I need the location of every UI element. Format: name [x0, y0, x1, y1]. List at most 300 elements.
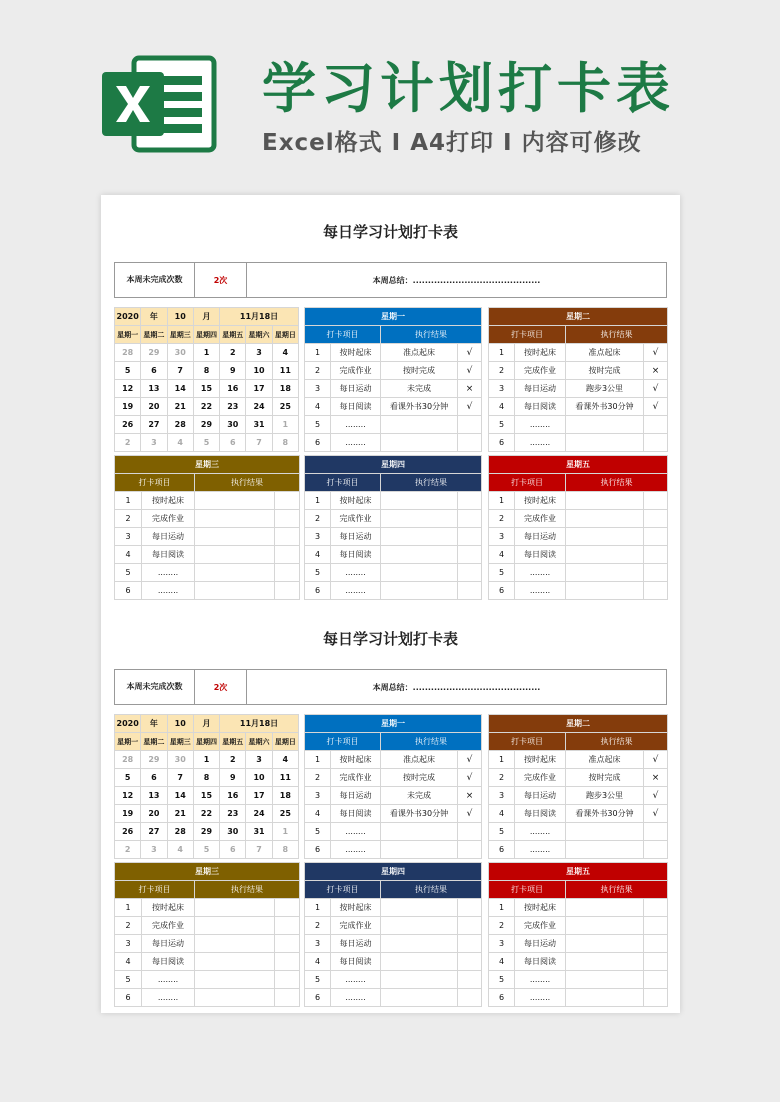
checkin-result[interactable]: [195, 582, 275, 600]
calendar-day-outside[interactable]: 5: [193, 434, 219, 452]
completion-mark[interactable]: √: [458, 398, 482, 416]
calendar-day[interactable]: 22: [193, 805, 219, 823]
checkin-result[interactable]: [566, 971, 644, 989]
completion-mark[interactable]: [275, 899, 300, 917]
completion-mark[interactable]: [458, 917, 482, 935]
completion-mark[interactable]: √: [644, 751, 668, 769]
calendar-day-outside[interactable]: 2: [115, 841, 141, 859]
calendar-day[interactable]: 14: [167, 787, 193, 805]
calendar-day[interactable]: 7: [167, 769, 193, 787]
calendar-day-outside[interactable]: 3: [141, 841, 167, 859]
calendar-day[interactable]: 31: [246, 416, 272, 434]
row-number: 1: [115, 899, 142, 917]
row-number: 6: [489, 841, 515, 859]
weekday-header: 星期二: [141, 326, 167, 344]
calendar-day[interactable]: 20: [141, 805, 167, 823]
calendar-year-label: 年: [141, 715, 167, 733]
calendar-day[interactable]: 7: [167, 362, 193, 380]
completion-mark[interactable]: [275, 492, 300, 510]
completion-mark[interactable]: [275, 971, 300, 989]
checkin-item[interactable]: 每日阅读: [142, 546, 195, 564]
calendar-day[interactable]: 29: [193, 823, 219, 841]
completion-mark[interactable]: [275, 953, 300, 971]
calendar-day-outside[interactable]: 28: [115, 344, 141, 362]
calendar-day[interactable]: 21: [167, 398, 193, 416]
checkin-result[interactable]: [566, 841, 644, 859]
checkin-item[interactable]: 每日运动: [142, 528, 195, 546]
checkin-item[interactable]: 每日阅读: [515, 805, 566, 823]
checkin-item[interactable]: 完成作业: [331, 917, 381, 935]
calendar-day[interactable]: 8: [193, 362, 219, 380]
row-number: 4: [489, 953, 515, 971]
row-number: 3: [489, 380, 515, 398]
checkin-result[interactable]: [381, 971, 458, 989]
calendar-day[interactable]: 12: [115, 787, 141, 805]
completion-mark[interactable]: [458, 953, 482, 971]
checkin-result[interactable]: [195, 510, 275, 528]
calendar-day[interactable]: 9: [220, 769, 246, 787]
checkin-item[interactable]: 每日阅读: [515, 546, 566, 564]
checkin-result[interactable]: [381, 953, 458, 971]
checkin-item[interactable]: ........: [515, 434, 566, 452]
checkin-result[interactable]: [195, 492, 275, 510]
calendar-day-outside[interactable]: 1: [272, 823, 298, 841]
calendar-day[interactable]: 22: [193, 398, 219, 416]
calendar-month[interactable]: 10: [167, 308, 193, 326]
completion-mark[interactable]: √: [644, 380, 668, 398]
row-number: 2: [489, 510, 515, 528]
checkin-result[interactable]: [381, 528, 458, 546]
checkin-item[interactable]: 完成作业: [515, 362, 566, 380]
checkin-row: [305, 510, 482, 528]
checkin-result[interactable]: [381, 416, 458, 434]
checkin-result[interactable]: 按时完成: [381, 769, 458, 787]
calendar-day[interactable]: 17: [246, 787, 272, 805]
checkin-result[interactable]: [381, 582, 458, 600]
checkin-result[interactable]: [566, 434, 644, 452]
calendar-month[interactable]: 10: [167, 715, 193, 733]
calendar-day[interactable]: 21: [167, 805, 193, 823]
calendar-day[interactable]: 3: [246, 344, 272, 362]
calendar-day[interactable]: 18: [272, 787, 298, 805]
completion-mark[interactable]: [458, 823, 482, 841]
calendar-day[interactable]: 16: [220, 380, 246, 398]
checkin-item[interactable]: 每日运动: [515, 935, 566, 953]
checkin-item[interactable]: ........: [515, 823, 566, 841]
completion-mark[interactable]: [275, 917, 300, 935]
checkin-result[interactable]: [195, 953, 275, 971]
checkin-item[interactable]: 每日阅读: [515, 953, 566, 971]
completion-mark[interactable]: √: [458, 805, 482, 823]
checkin-item[interactable]: ........: [515, 989, 566, 1007]
checkin-result[interactable]: [381, 510, 458, 528]
checkin-item[interactable]: 按时起床: [142, 899, 195, 917]
completion-mark[interactable]: [458, 564, 482, 582]
calendar-day-outside[interactable]: 6: [220, 434, 246, 452]
calendar-day[interactable]: 4: [272, 751, 298, 769]
row-number: 6: [489, 582, 515, 600]
completion-mark[interactable]: [644, 434, 668, 452]
checkin-item[interactable]: 每日阅读: [142, 953, 195, 971]
calendar-day[interactable]: 30: [220, 823, 246, 841]
checkin-item[interactable]: 每日运动: [331, 528, 381, 546]
checkin-item[interactable]: ........: [331, 416, 381, 434]
checkin-item[interactable]: 按时起床: [515, 492, 566, 510]
checkin-row: [489, 510, 668, 528]
calendar-day[interactable]: 17: [246, 380, 272, 398]
completion-mark[interactable]: [644, 546, 668, 564]
checkin-result[interactable]: [566, 899, 644, 917]
calendar-day[interactable]: 12: [115, 380, 141, 398]
checkin-result[interactable]: 未完成: [381, 787, 458, 805]
checkin-result[interactable]: [566, 917, 644, 935]
checkin-result[interactable]: [381, 899, 458, 917]
row-number: 1: [489, 344, 515, 362]
checkin-result[interactable]: 看课外书30分钟: [381, 805, 458, 823]
checkin-item[interactable]: 完成作业: [331, 510, 381, 528]
completion-mark[interactable]: [275, 989, 300, 1007]
calendar-day[interactable]: 25: [272, 805, 298, 823]
checkin-item[interactable]: 按时起床: [515, 344, 566, 362]
calendar-day-outside[interactable]: 30: [167, 751, 193, 769]
calendar-day[interactable]: 27: [141, 416, 167, 434]
checkin-result[interactable]: 未完成: [381, 380, 458, 398]
checkin-item[interactable]: ........: [142, 582, 195, 600]
checkin-item[interactable]: 按时起床: [515, 899, 566, 917]
calendar-day-outside[interactable]: 6: [220, 841, 246, 859]
calendar-day[interactable]: 24: [246, 805, 272, 823]
calendar-day-outside[interactable]: 8: [272, 434, 298, 452]
checkin-result[interactable]: [381, 546, 458, 564]
checkin-result[interactable]: 跑步3公里: [566, 787, 644, 805]
checkin-item[interactable]: 每日阅读: [331, 546, 381, 564]
checkin-item[interactable]: 按时起床: [331, 899, 381, 917]
calendar-day-outside[interactable]: 28: [115, 751, 141, 769]
checkin-item[interactable]: 完成作业: [331, 362, 381, 380]
calendar-day[interactable]: 5: [115, 769, 141, 787]
completion-mark[interactable]: [458, 492, 482, 510]
calendar-day[interactable]: 28: [167, 416, 193, 434]
completion-mark[interactable]: [458, 528, 482, 546]
checkin-result[interactable]: [195, 971, 275, 989]
calendar-day[interactable]: 23: [220, 398, 246, 416]
checkin-item[interactable]: ........: [331, 434, 381, 452]
checkin-item[interactable]: 按时起床: [331, 751, 381, 769]
calendar-week-row: [115, 787, 299, 805]
completion-mark[interactable]: [458, 434, 482, 452]
calendar-day[interactable]: 6: [141, 362, 167, 380]
completion-mark[interactable]: [275, 564, 300, 582]
checkin-item[interactable]: 完成作业: [142, 917, 195, 935]
checkin-item[interactable]: 每日阅读: [331, 398, 381, 416]
checkin-result[interactable]: [195, 989, 275, 1007]
calendar-day-outside[interactable]: 1: [272, 416, 298, 434]
checkin-item[interactable]: 完成作业: [515, 769, 566, 787]
completion-mark[interactable]: √: [458, 362, 482, 380]
checkin-result[interactable]: [566, 492, 644, 510]
checkin-item[interactable]: ........: [331, 564, 381, 582]
calendar-date[interactable]: 11月18日: [220, 308, 299, 326]
checkin-result[interactable]: [566, 528, 644, 546]
checkin-item[interactable]: 完成作业: [515, 510, 566, 528]
completion-mark[interactable]: [275, 582, 300, 600]
calendar-day[interactable]: 18: [272, 380, 298, 398]
checkin-item[interactable]: 每日阅读: [515, 398, 566, 416]
checkin-row: [489, 769, 668, 787]
completion-mark[interactable]: [644, 582, 668, 600]
completion-mark[interactable]: [644, 492, 668, 510]
calendar-week-row: [115, 380, 299, 398]
checkin-item[interactable]: ........: [331, 823, 381, 841]
checkin-item[interactable]: ........: [515, 416, 566, 434]
calendar-day[interactable]: 13: [141, 380, 167, 398]
checkin-item[interactable]: 完成作业: [515, 917, 566, 935]
checkin-result[interactable]: [381, 989, 458, 1007]
checkin-result[interactable]: 看课外书30分钟: [566, 805, 644, 823]
row-number: 1: [489, 751, 515, 769]
completion-mark[interactable]: [458, 582, 482, 600]
completion-mark[interactable]: [458, 546, 482, 564]
completion-mark[interactable]: ×: [644, 769, 668, 787]
checkin-item[interactable]: 每日运动: [331, 787, 381, 805]
checkin-result[interactable]: [381, 917, 458, 935]
completion-mark[interactable]: [275, 935, 300, 953]
calendar-day[interactable]: 13: [141, 787, 167, 805]
calendar-day-outside[interactable]: 29: [141, 751, 167, 769]
calendar-day[interactable]: 15: [193, 380, 219, 398]
checkin-result[interactable]: 准点起床: [381, 344, 458, 362]
checkin-item[interactable]: 按时起床: [515, 751, 566, 769]
row-number: 4: [115, 953, 142, 971]
checkin-result[interactable]: [566, 510, 644, 528]
completion-mark[interactable]: [458, 841, 482, 859]
checkin-result[interactable]: 按时完成: [381, 362, 458, 380]
completion-mark[interactable]: [458, 989, 482, 1007]
checkin-result[interactable]: 准点起床: [566, 751, 644, 769]
incomplete-count[interactable]: 2次: [195, 670, 247, 704]
checkin-item[interactable]: 每日运动: [331, 935, 381, 953]
checkin-item[interactable]: ........: [515, 582, 566, 600]
completion-mark[interactable]: [644, 528, 668, 546]
checkin-row: [305, 398, 482, 416]
checkin-result[interactable]: [566, 564, 644, 582]
checkin-result[interactable]: 跑步3公里: [566, 380, 644, 398]
checkin-item[interactable]: 完成作业: [142, 510, 195, 528]
completion-mark[interactable]: √: [644, 344, 668, 362]
checkin-result[interactable]: [381, 564, 458, 582]
completion-mark[interactable]: ×: [458, 380, 482, 398]
weekly-summary-field[interactable]: 本周总结：..........................................: [372, 682, 541, 692]
checkin-item[interactable]: 按时起床: [331, 344, 381, 362]
calendar-day[interactable]: 10: [246, 362, 272, 380]
checkin-item[interactable]: 完成作业: [331, 769, 381, 787]
calendar-day[interactable]: 8: [193, 769, 219, 787]
calendar-day[interactable]: 25: [272, 398, 298, 416]
completion-mark[interactable]: [275, 528, 300, 546]
completion-mark[interactable]: [458, 416, 482, 434]
completion-mark[interactable]: ×: [644, 362, 668, 380]
calendar-day-outside[interactable]: 4: [167, 434, 193, 452]
completion-mark[interactable]: [644, 971, 668, 989]
completion-mark[interactable]: √: [458, 751, 482, 769]
calendar-day[interactable]: 1: [193, 344, 219, 362]
checkin-item[interactable]: 每日运动: [331, 380, 381, 398]
completion-mark[interactable]: [644, 841, 668, 859]
calendar-day[interactable]: 26: [115, 823, 141, 841]
calendar-day[interactable]: 26: [115, 416, 141, 434]
checkin-result[interactable]: [195, 564, 275, 582]
completion-mark[interactable]: [458, 899, 482, 917]
checkin-result[interactable]: [195, 546, 275, 564]
checkin-item[interactable]: 按时起床: [142, 492, 195, 510]
completion-mark[interactable]: [458, 971, 482, 989]
checkin-item[interactable]: 每日运动: [515, 528, 566, 546]
checkin-item[interactable]: ........: [515, 971, 566, 989]
completion-mark[interactable]: [644, 899, 668, 917]
checkin-item[interactable]: 每日运动: [515, 380, 566, 398]
checkin-result[interactable]: 按时完成: [566, 769, 644, 787]
calendar-day[interactable]: 16: [220, 787, 246, 805]
calendar-day[interactable]: 2: [220, 751, 246, 769]
checkin-result[interactable]: [195, 917, 275, 935]
checkin-result[interactable]: [381, 841, 458, 859]
calendar-day[interactable]: 23: [220, 805, 246, 823]
calendar-year[interactable]: 2020: [115, 308, 141, 326]
completion-mark[interactable]: [644, 416, 668, 434]
calendar-day[interactable]: 19: [115, 398, 141, 416]
calendar-day-outside[interactable]: 7: [246, 841, 272, 859]
calendar-day-outside[interactable]: 4: [167, 841, 193, 859]
checkin-result[interactable]: [566, 416, 644, 434]
calendar-day[interactable]: 11: [272, 362, 298, 380]
completion-mark[interactable]: √: [644, 805, 668, 823]
completion-mark[interactable]: [644, 510, 668, 528]
calendar-day-outside[interactable]: 5: [193, 841, 219, 859]
checkin-result[interactable]: [381, 434, 458, 452]
calendar-day[interactable]: 14: [167, 380, 193, 398]
completion-mark[interactable]: [644, 917, 668, 935]
checkin-item[interactable]: ........: [142, 989, 195, 1007]
completion-mark[interactable]: ×: [458, 787, 482, 805]
calendar-date[interactable]: 11月18日: [220, 715, 299, 733]
completion-mark[interactable]: [644, 953, 668, 971]
checkin-result[interactable]: 准点起床: [381, 751, 458, 769]
completion-mark[interactable]: √: [644, 398, 668, 416]
calendar-day[interactable]: 2: [220, 344, 246, 362]
document-page: [101, 195, 680, 1013]
calendar-day[interactable]: 30: [220, 416, 246, 434]
checkin-sheet: [114, 622, 667, 1002]
completion-mark[interactable]: [458, 510, 482, 528]
calendar-day[interactable]: 9: [220, 362, 246, 380]
checkin-result[interactable]: 看课外书30分钟: [381, 398, 458, 416]
calendar-day[interactable]: 4: [272, 344, 298, 362]
checkin-item[interactable]: 每日运动: [515, 787, 566, 805]
calendar-day-outside[interactable]: 7: [246, 434, 272, 452]
checkin-result[interactable]: 按时完成: [566, 362, 644, 380]
weekly-summary-field[interactable]: 本周总结：..........................................: [372, 275, 541, 285]
checkin-item[interactable]: ........: [331, 841, 381, 859]
calendar-day[interactable]: 29: [193, 416, 219, 434]
checkin-result[interactable]: [566, 546, 644, 564]
checkin-result[interactable]: 看课外书30分钟: [566, 398, 644, 416]
row-number: 2: [489, 769, 515, 787]
checkin-result[interactable]: [566, 823, 644, 841]
checkin-result[interactable]: [381, 935, 458, 953]
calendar-day[interactable]: 5: [115, 362, 141, 380]
calendar-day[interactable]: 3: [246, 751, 272, 769]
calendar-day-outside[interactable]: 30: [167, 344, 193, 362]
completion-mark[interactable]: [644, 989, 668, 1007]
weekday-header: 星期四: [193, 733, 219, 751]
calendar-day[interactable]: 10: [246, 769, 272, 787]
checkin-item[interactable]: ........: [331, 989, 381, 1007]
calendar-day[interactable]: 15: [193, 787, 219, 805]
checkin-item[interactable]: 每日阅读: [331, 953, 381, 971]
calendar-day[interactable]: 6: [141, 769, 167, 787]
incomplete-count[interactable]: 2次: [195, 263, 247, 297]
calendar-day-outside[interactable]: 2: [115, 434, 141, 452]
calendar-day-outside[interactable]: 3: [141, 434, 167, 452]
completion-mark[interactable]: [644, 935, 668, 953]
checkin-result[interactable]: [381, 492, 458, 510]
calendar-day[interactable]: 31: [246, 823, 272, 841]
checkin-result[interactable]: [195, 935, 275, 953]
checkin-item[interactable]: ........: [331, 582, 381, 600]
calendar-day[interactable]: 19: [115, 805, 141, 823]
checkin-row: [305, 492, 482, 510]
checkin-row: [489, 546, 668, 564]
checkin-result[interactable]: [195, 528, 275, 546]
checkin-item[interactable]: 按时起床: [331, 492, 381, 510]
checkin-result[interactable]: [566, 989, 644, 1007]
completion-mark[interactable]: [458, 935, 482, 953]
checkin-item[interactable]: 每日运动: [142, 935, 195, 953]
completion-mark[interactable]: √: [458, 344, 482, 362]
month-calendar: [114, 714, 299, 859]
checkin-item[interactable]: ........: [142, 564, 195, 582]
calendar-day[interactable]: 11: [272, 769, 298, 787]
checkin-item[interactable]: ........: [331, 971, 381, 989]
checkin-result[interactable]: 准点起床: [566, 344, 644, 362]
completion-mark[interactable]: [644, 564, 668, 582]
completion-mark[interactable]: √: [458, 769, 482, 787]
checkin-result[interactable]: [381, 823, 458, 841]
calendar-year[interactable]: 2020: [115, 715, 141, 733]
completion-mark[interactable]: √: [644, 787, 668, 805]
calendar-day[interactable]: 24: [246, 398, 272, 416]
checkin-result[interactable]: [566, 953, 644, 971]
calendar-day[interactable]: 1: [193, 751, 219, 769]
checkin-result[interactable]: [566, 935, 644, 953]
completion-mark[interactable]: [275, 546, 300, 564]
checkin-item[interactable]: ........: [515, 564, 566, 582]
calendar-day-outside[interactable]: 29: [141, 344, 167, 362]
checkin-item[interactable]: ........: [142, 971, 195, 989]
completion-mark[interactable]: [644, 823, 668, 841]
checkin-item[interactable]: ........: [515, 841, 566, 859]
row-number: 5: [115, 971, 142, 989]
calendar-day[interactable]: 28: [167, 823, 193, 841]
calendar-day[interactable]: 27: [141, 823, 167, 841]
completion-mark[interactable]: [275, 510, 300, 528]
row-number: 5: [489, 823, 515, 841]
calendar-day-outside[interactable]: 8: [272, 841, 298, 859]
checkin-item[interactable]: 每日阅读: [331, 805, 381, 823]
checkin-result[interactable]: [195, 899, 275, 917]
checkin-result[interactable]: [566, 582, 644, 600]
calendar-day[interactable]: 20: [141, 398, 167, 416]
